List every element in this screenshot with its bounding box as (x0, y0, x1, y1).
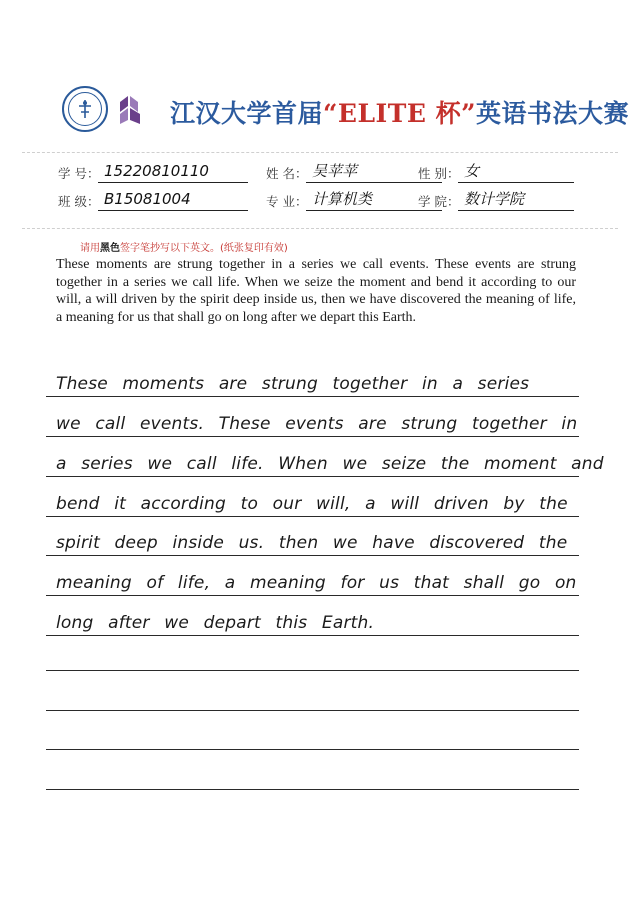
writing-rule-empty (46, 749, 579, 750)
torch-emblem-icon (74, 98, 96, 120)
college-field[interactable]: 数计学院 (458, 188, 574, 211)
info-row-1 (58, 160, 598, 186)
divider-top (22, 152, 618, 153)
handwritten-line-5: spirit deep inside us. then we have discovered the (56, 533, 568, 553)
writing-rule (46, 436, 579, 437)
contest-title (170, 94, 629, 130)
writing-rule (46, 595, 579, 596)
title-cup: 杯” (426, 99, 476, 128)
instruction-pre: 请用 (80, 243, 100, 254)
writing-rule (46, 476, 579, 477)
writing-rule (46, 635, 579, 636)
major-label: 专 业： (266, 194, 308, 209)
handwritten-line-7: long after we depart this Earth. (56, 613, 375, 633)
writing-rule (46, 516, 579, 517)
instruction-bold: 黑色 (100, 243, 120, 254)
title-prefix: 江汉大学首届 (170, 99, 324, 128)
class-field[interactable]: B15081004 (98, 188, 248, 211)
major-field[interactable]: 计算机类 (306, 188, 442, 211)
writing-rule-empty (46, 789, 579, 790)
writing-rule (46, 555, 579, 556)
gender-label: 性 别： (418, 166, 460, 181)
university-seal-icon (62, 86, 108, 132)
instruction-post: 签字笔抄写以下英文。(纸张复印有效) (120, 243, 288, 254)
contest-logo-icon (114, 92, 150, 128)
student-id-label: 学 号： (58, 166, 100, 181)
info-row-2 (58, 188, 598, 214)
class-label: 班 级： (58, 194, 100, 209)
student-id-field[interactable]: 15220810110 (98, 160, 248, 183)
header (62, 86, 629, 138)
handwritten-line-4: bend it according to our will, a will driven by the (56, 494, 568, 514)
handwritten-line-2: we call events. These events are strung together in (56, 414, 578, 434)
writing-rule-empty (46, 710, 579, 711)
writing-rule (46, 396, 579, 397)
title-suffix: 英语书法大赛 (475, 99, 629, 128)
college-label: 学 院： (418, 194, 460, 209)
name-field[interactable]: 吴苹苹 (306, 160, 442, 183)
gender-field[interactable]: 女 (458, 160, 574, 183)
instruction-note (80, 239, 288, 254)
writing-rule-empty (46, 670, 579, 671)
divider-bottom (22, 228, 618, 229)
handwritten-line-3: a series we call life. When we seize the moment and (56, 454, 604, 474)
printed-passage: These moments are strung together in a series we call events. These events are strung together in a series we call life. When we seize the moment and bend it according to our will, a will driven by the spirit deep inside us, then we have discovered the meaning of life, a meaning for us that shall go on long after we depart this Earth. (56, 257, 576, 325)
handwritten-line-1: These moments are strung together in a series (56, 374, 530, 394)
name-label: 姓 名： (266, 166, 308, 181)
handwritten-line-6: meaning of life, a meaning for us that shall go on (56, 573, 577, 593)
title-elite: “ELITE (323, 99, 427, 128)
